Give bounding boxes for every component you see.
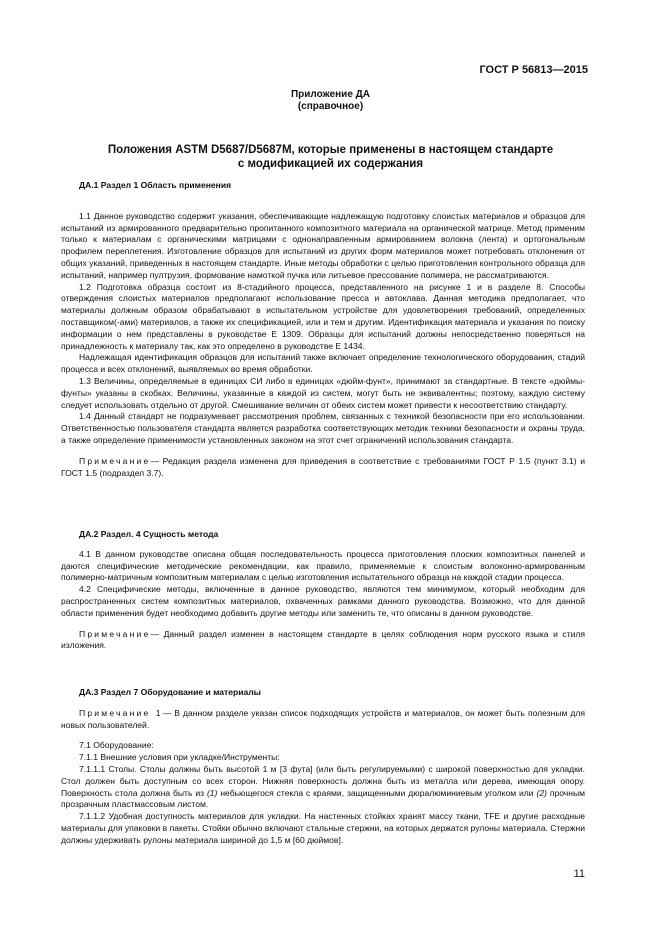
appendix-subtitle: (справочное) <box>297 101 364 112</box>
section-3-heading: ДА.3 Раздел 7 Оборудование и материалы <box>79 687 261 697</box>
note-3-text: — В данном разделе указан список подходящих устройств и материалов, он может быть полезным для новых пользователей. <box>61 707 586 730</box>
section-2 <box>61 529 585 652</box>
section-1 <box>61 180 585 479</box>
item-7-1: 7.1 Оборудование: <box>79 740 154 751</box>
item-7-1-1-2: 7.1.1.2 Удобная доступность материалов для укладки. На настенных стойках хранят массу ткани, TFE и другие расходные материалы для упаковки в пакеты. Стойки обычно включают стальные стержни, на которых держатся рулоны материала. Стержни должны удерживать рулоны материала шириной до 1,5 м [60 дюймов]. <box>61 811 585 845</box>
note-2 <box>61 629 585 653</box>
paragraph-1-4: 1.4 Данный стандарт не подразумевает рассмотрения проблем, связанных с техникой безопасности при его использовании. Ответственностью пользователя стандарта является разработка соответствующих методик техники безопасности и охраны труда, а также определение применимости установленных законом на этот счет ограничений использования стандарта. <box>61 411 585 445</box>
note-1-label: Примечание <box>79 455 151 466</box>
paragraph-1-2-cont: Надлежащая идентификация образцов для испытаний также включает определение технологического оборудования, стадий процесса и всех отклонений, выявляемых во время обработки. <box>61 352 585 375</box>
note-2-label: Примечание <box>79 628 151 639</box>
section-1-heading: ДА.1 Раздел 1 Область применения <box>79 180 232 190</box>
note-2-text: — Данный раздел изменен в настоящем стандарте в целях соблюдения норм русского языка и стиля изложения. <box>61 628 585 651</box>
main-title-line1: Положения ASTM D5687/D5687M, которые применены в настоящем стандарте <box>107 144 554 156</box>
appendix-title: Приложение ДА <box>290 89 371 100</box>
page-number: 11 <box>573 868 585 880</box>
note-1-text: — Редакция раздела изменена для приведения в соответствие с требованиями ГОСТ Р 1.5 (пункт 3.1) и ГОСТ 1.5 (подраздел 3.7). <box>61 455 585 478</box>
note-3 <box>61 708 585 732</box>
paragraph-1-2: 1.2 Подготовка образца состоит из 8-стадийного процесса, представленного на рисунке 1 и в разделе 8. Способы отверждения слоистых материалов предполагают использование пресса и автоклава. Данная методика предполагает, что материалы должным образом обрабатывают в испытательном устройстве для удовлетворения требований, определенных поставщиком(-ами) материалов, а также их спецификацией, или и тем и другим. Идентификация материала и указания по поиску информации о нем представлены в руководстве Е 1309. Образцы для испытаний должны непосредственно поверяться на принадлежность к материалу так, как это определено в руководстве Е 1434. <box>61 281 585 351</box>
paragraph-1-1: 1.1 Данное руководство содержит указания, обеспечивающие надлежащую подготовку слоистых материалов и образцов для испытаний из армированного предварительно пропитанного композитного материала на органической матрице. Метод применим только к материалам с органическими матрицами с однонаправленным армированием волокна (лента) и ортогональным профилем переплетения. Изготовление образцов для испытаний из других форм материалов может потребовать отклонения от общих указаний, приведенных в настоящем стандарте. Иные методы обработки с целью приготовления контрольного образца для испытаний, например пултрузия, формование намоткой пучка или литьевое прессование полимера, не рассматриваются. <box>61 210 585 280</box>
paragraph-1-3: 1.3 Величины, определяемые в единицах СИ либо в единицах «дюйм-фунт», принимают за стандартные. В тексте «дюймы-фунты» указаны в скобках. Величины, указанные в каждой из систем, могут быть не эквивалентны; поэтому, каждую систему следует использовать отдельно от другой. Смешивание величин от обеих систем может привести к несоответствию стандарту. <box>61 375 585 410</box>
note-1 <box>61 456 585 480</box>
section-3 <box>61 687 585 847</box>
section-2-heading: ДА.2 Раздел. 4 Сущность метода <box>79 529 219 539</box>
item-7-1-1-1: 7.1.1.1 Столы. Столы должны быть высотой 1 м [3 фута] (или быть регулируемыми) с широкой поверхностью для укладки. Стол должен быть доступным со всех сторон. Нижняя поверхность должна быть из металла или дерева, имеющая опору. Поверхность стола должна быть из (1) небьющегося стекла с краями, защищенными дюралюминиевым уголком или (2) прочным прозрачным пластмассовым листом. <box>61 763 585 810</box>
item-7-1-1: 7.1.1 Внешние условия при укладке/Инструменты: <box>79 752 280 763</box>
paragraph-4-1: 4.1 В данном руководстве описана общая последовательность процесса приготовления плоских композитных панелей и даются специфические методические рекомендации, как правило, применяемые к слоистым волоконно-армированным полимерно-матричным композитным материалам с целью изготовления испытательного образца на каждой стадии процесса. <box>61 548 585 583</box>
document-id: ГОСТ Р 56813—2015 <box>479 64 588 76</box>
main-title-line2: с модификацией их содержания <box>237 158 424 170</box>
note-3-label: Примечание 1 <box>79 707 163 718</box>
paragraph-4-2: 4.2 Специфические методы, включенные в данное руководство, являются тем минимумом, который необходим для распространенных систем композитных материалов, охваченных рамками данного руководства. Возможно, что для данной области применения будет необходимо добавить другие методы или заменить те, что описаны в данном руководстве. <box>61 584 585 618</box>
